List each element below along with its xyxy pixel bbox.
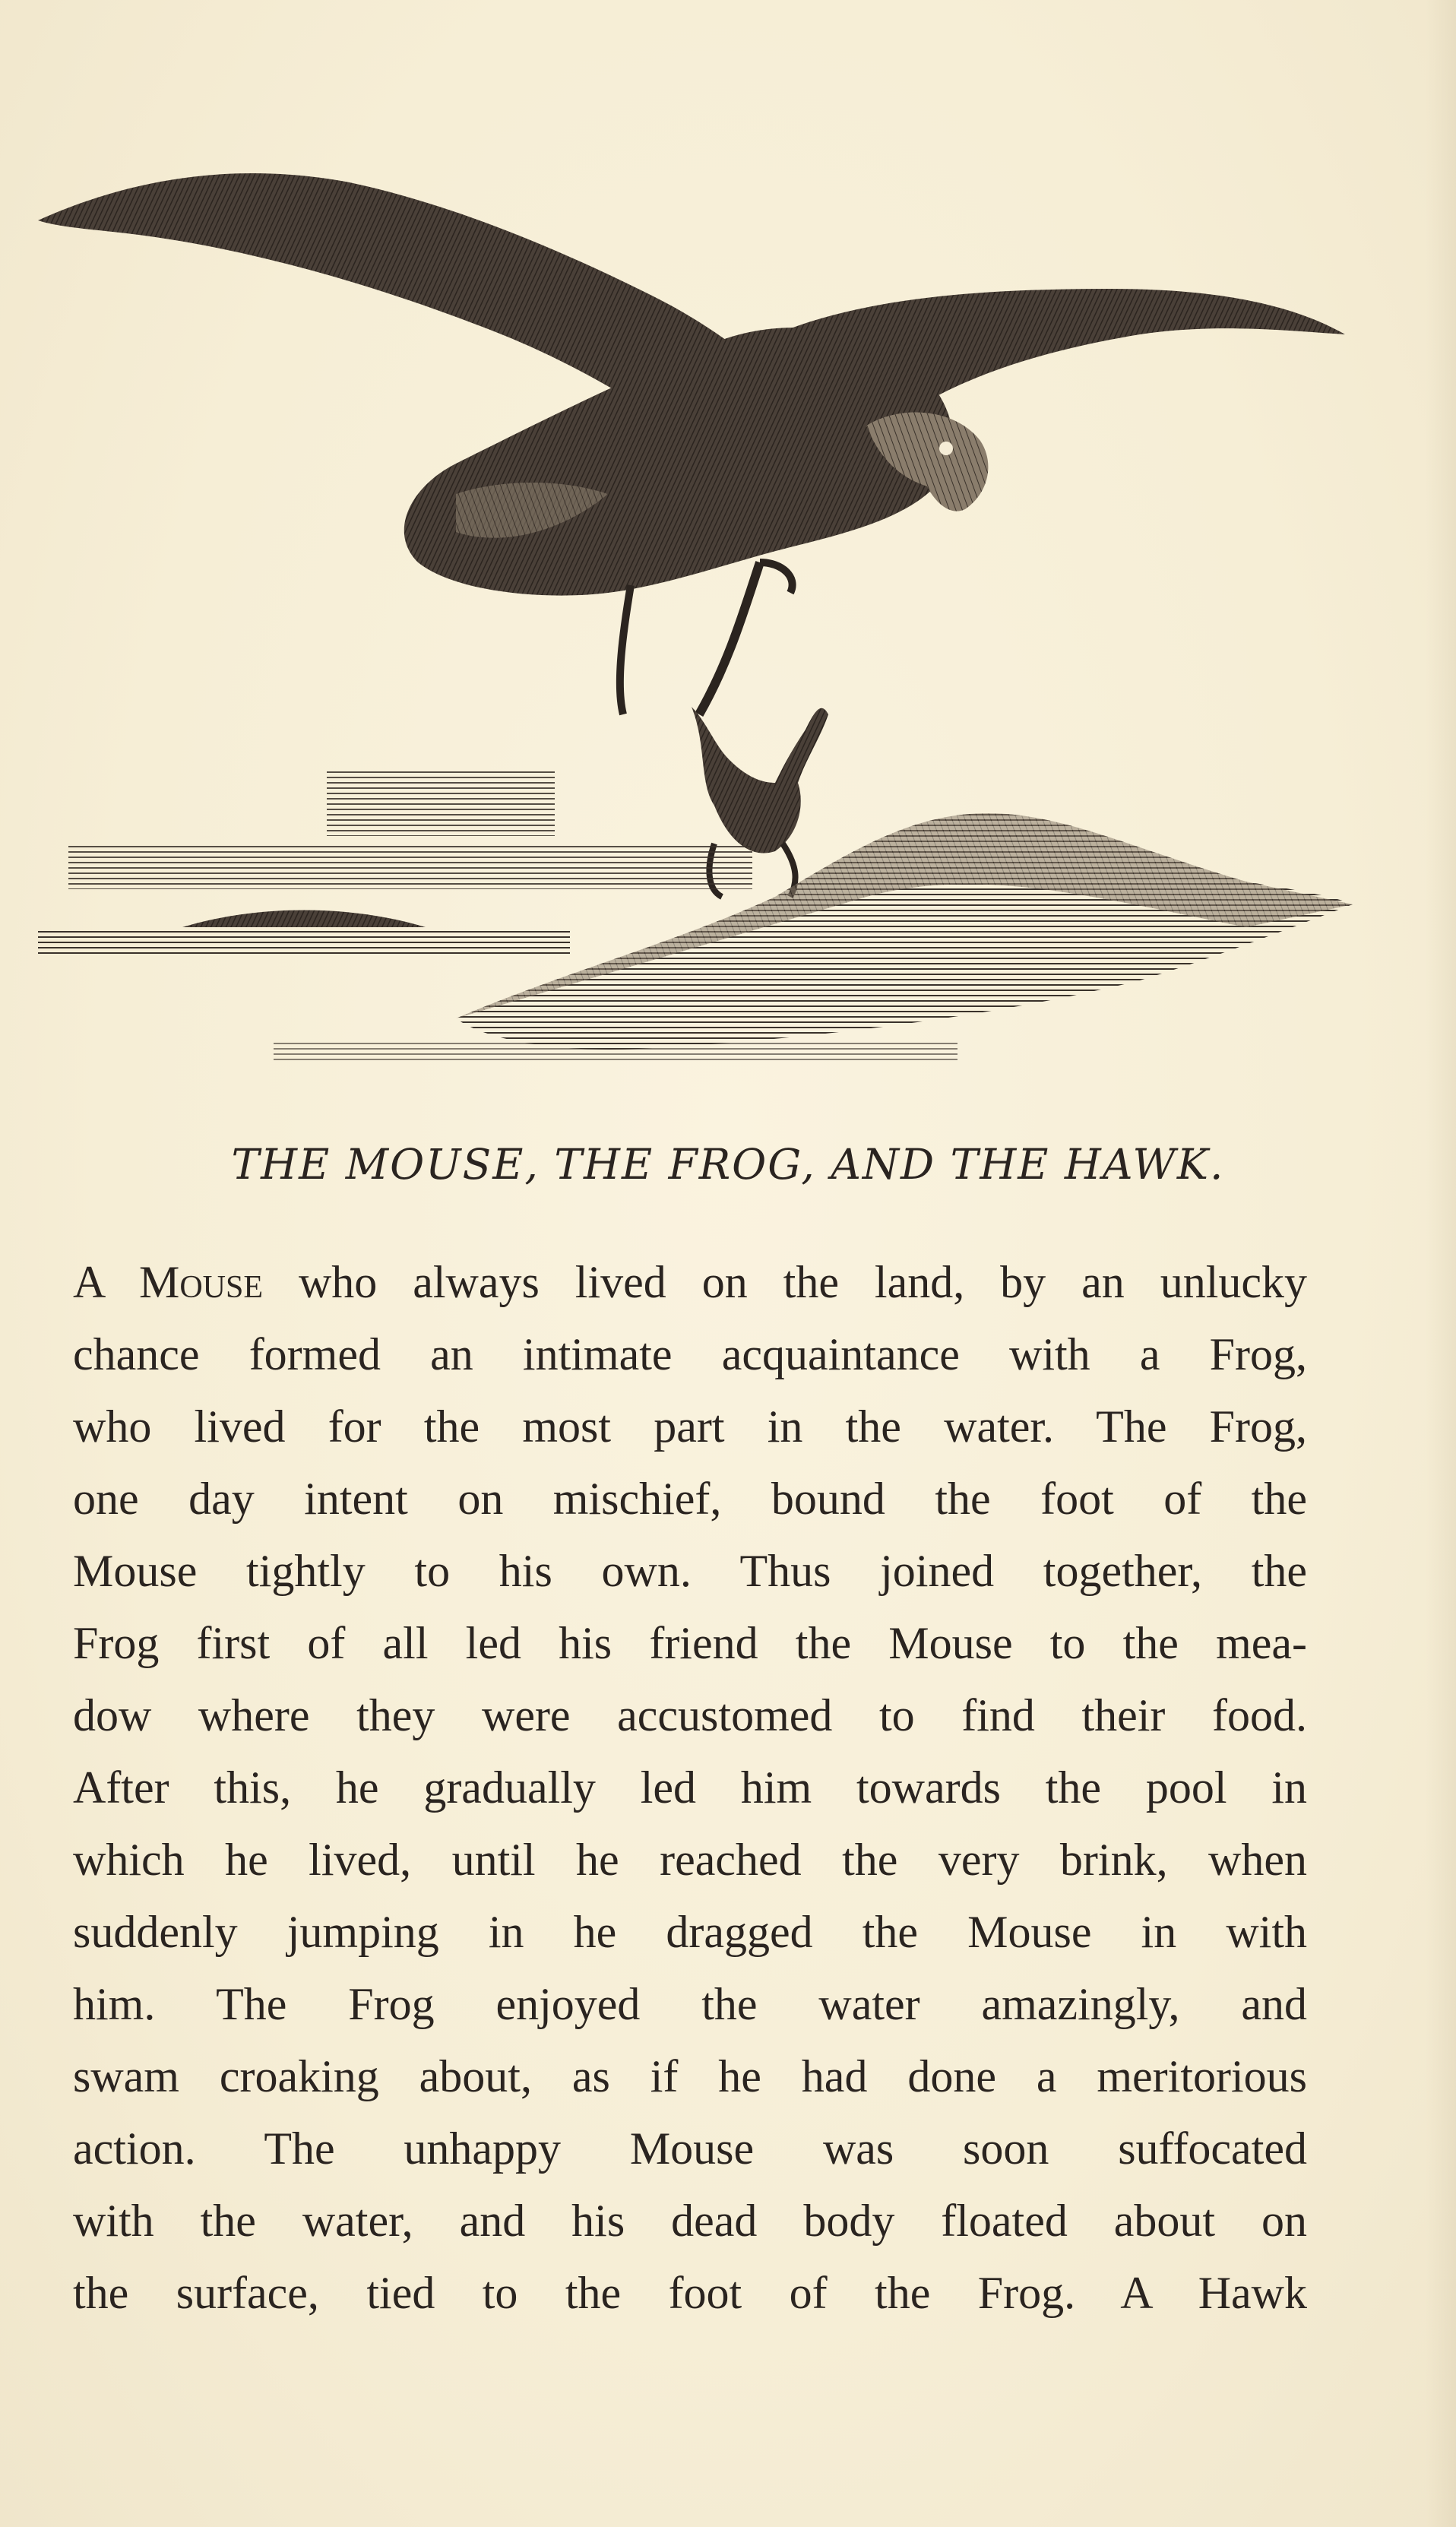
text-line: with the water, and his dead body floated about on <box>73 2196 1307 2246</box>
text-line: Frog first of all led his friend the Mouse to the mea- <box>73 1618 1307 1668</box>
hawk-leg-left <box>620 585 631 714</box>
page-edge-shadow <box>1426 0 1456 2527</box>
text-line: After this, he gradually led him towards the pool in <box>73 1762 1307 1813</box>
text-line <box>73 1246 1307 1319</box>
text-line: chance formed an intimate acquaintance with a Frog, <box>73 1329 1307 1379</box>
text-line: swam croaking about, as if he had done a meritorious <box>73 2051 1307 2101</box>
hanging-frog-and-mouse <box>692 707 828 853</box>
text-line: him. The Frog enjoyed the water amazingly, and <box>73 1979 1307 2029</box>
text-line: who lived for the most part in the water. The Frog, <box>73 1401 1307 1452</box>
text-line: dow where they were accustomed to find their food. <box>73 1690 1307 1740</box>
hawk-eye <box>939 442 953 455</box>
text-line: action. The unhappy Mouse was soon suffocated <box>73 2123 1307 2174</box>
text-line: one day intent on mischief, bound the foot of the <box>73 1474 1307 1524</box>
fable-title: THE MOUSE, THE FROG, AND THE HAWK. <box>231 1140 1225 1189</box>
hawk-body <box>404 328 953 596</box>
text-line: the surface, tied to the foot of the Frog. A Hawk <box>73 2268 1307 2318</box>
hawk-mouse-frog-engraving <box>30 137 1353 1079</box>
text-line: suddenly jumping in he dragged the Mouse in with <box>73 1907 1307 1957</box>
first-line-text: who always lived on the land, by an unlucky <box>298 1257 1307 1307</box>
dropcap-word: A Mouse <box>73 1257 263 1307</box>
fable-text <box>73 1246 1307 2329</box>
text-line: Mouse tightly to his own. Thus joined together, the <box>73 1546 1307 1596</box>
text-line: which he lived, until he reached the very brink, when <box>73 1835 1307 1885</box>
hawk-leg-right <box>699 562 760 714</box>
